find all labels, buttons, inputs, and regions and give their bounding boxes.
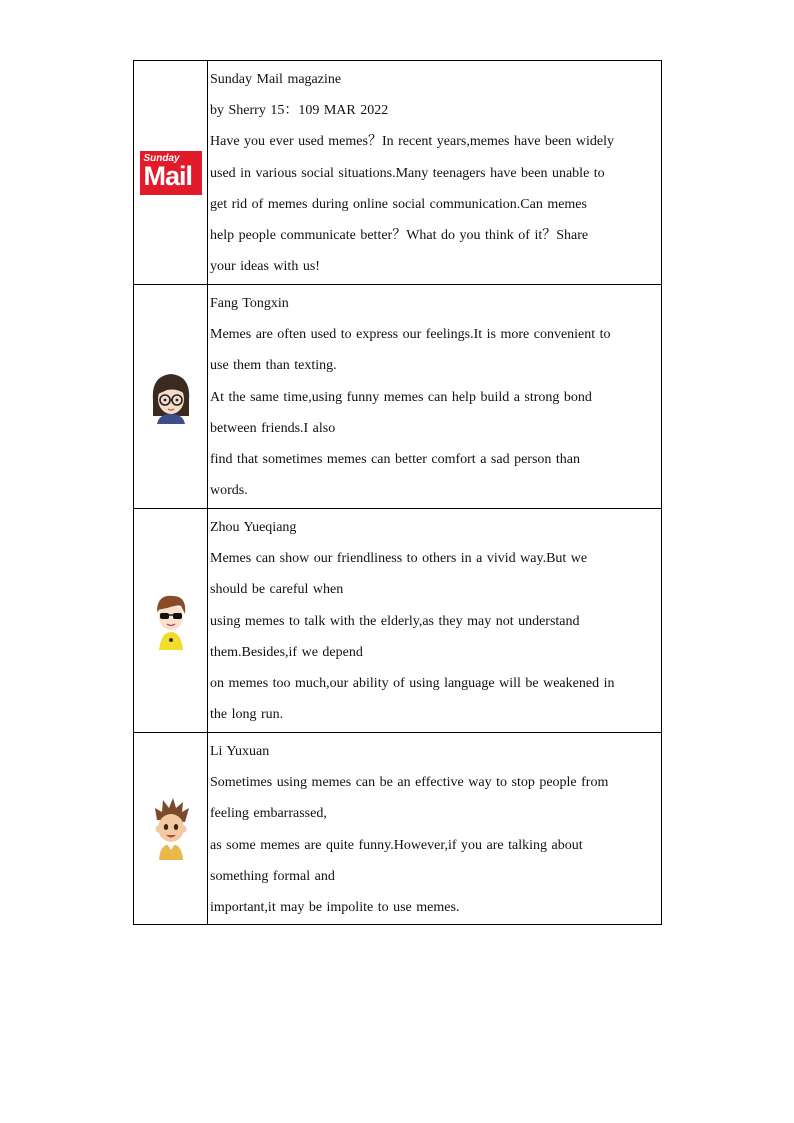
post-text-line: At the same time,using funny memes can help build a strong bond: [210, 389, 592, 405]
boy-spiky-hair-avatar: [151, 798, 191, 860]
post-byline: by Sherry 15：109 MAR 2022: [210, 103, 389, 119]
post-text-line: use them than texting.: [210, 358, 337, 374]
post-text-line: used in various social situations.Many teenagers have been unable to: [210, 165, 605, 181]
post-text-line: something formal and: [210, 868, 335, 884]
post-text-cell: [208, 285, 662, 509]
post-text-line: important,it may be impolite to use memes.: [210, 900, 460, 916]
post-text-line: Sometimes using memes can be an effective way to stop people from: [210, 775, 609, 791]
post-text-line: Memes can show our friendliness to others in a vivid way.But we: [210, 551, 588, 567]
post-text-line: get rid of memes during online social communication.Can memes: [210, 196, 587, 212]
post-text-line: should be careful when: [210, 582, 344, 598]
post-text-line: words.: [210, 483, 248, 499]
avatar-cell: [134, 509, 208, 733]
post-title: Sunday Mail magazine: [210, 72, 342, 87]
post-text-line: them.Besides,if we depend: [210, 644, 363, 660]
post-text-cell: [208, 61, 662, 285]
post-author: Li Yuxuan: [210, 744, 270, 759]
post-text-cell: [208, 509, 662, 733]
girl-with-glasses-avatar: [149, 370, 193, 424]
post-text-cell: [208, 733, 662, 925]
post-text-line: your ideas with us!: [210, 259, 320, 275]
post-text-line: feeling embarrassed,: [210, 806, 327, 822]
post-text-line: on memes too much,our ability of using language will be weakened in: [210, 676, 615, 692]
logo-text-mail: Mail: [143, 160, 193, 191]
post-author: Zhou Yueqiang: [210, 520, 297, 535]
forum-posts-table: [133, 60, 662, 925]
boy-with-sunglasses-avatar: [151, 592, 191, 650]
post-text-line: between friends.I also: [210, 420, 336, 436]
post-text-line: as some memes are quite funny.However,if you are talking about: [210, 837, 583, 853]
sunday-mail-logo: [140, 151, 202, 195]
post-row-li-yuxuan: [134, 733, 662, 925]
post-text-line: using memes to talk with the elderly,as they may not understand: [210, 613, 580, 629]
post-text-line: Have you ever used memes？In recent years,memes have been widely: [210, 134, 614, 150]
post-author: Fang Tongxin: [210, 296, 289, 311]
post-row-zhou-yueqiang: [134, 509, 662, 733]
avatar-cell: [134, 285, 208, 509]
avatar-cell: [134, 733, 208, 925]
post-row-fang-tongxin: [134, 285, 662, 509]
post-text-line: Memes are often used to express our feelings.It is more convenient to: [210, 327, 611, 343]
post-row-sunday-mail: [134, 61, 662, 285]
post-text-line: help people communicate better？What do you think of it？Share: [210, 228, 589, 244]
post-text-line: the long run.: [210, 707, 284, 723]
logo-text-sunday: Sunday: [143, 152, 180, 164]
avatar-cell: [134, 61, 208, 285]
post-text-line: find that sometimes memes can better comfort a sad person than: [210, 452, 581, 468]
